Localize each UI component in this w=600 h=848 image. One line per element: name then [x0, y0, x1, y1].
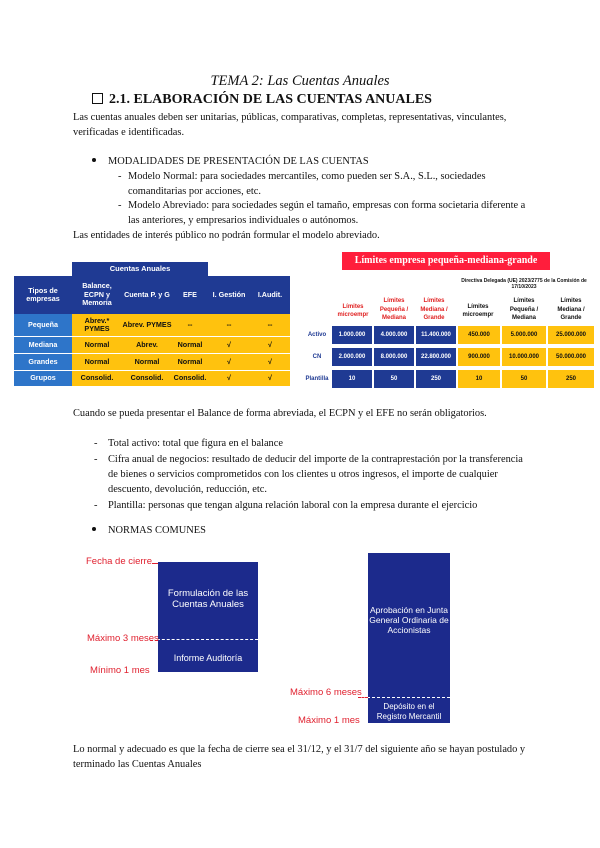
table-cell: 5.000.000 — [502, 326, 546, 344]
table-cell: Normal — [172, 337, 208, 353]
table-cell: √ — [250, 354, 290, 370]
formulacion-text: Formulación de las Cuentas Anuales — [167, 588, 249, 610]
sub-item-normal-text: Modelo Normal: para sociedades mercantiles, como pueden ser S.A., S.L., sociedades comanditarias por acciones, etc. — [128, 171, 486, 197]
table-cell: -- — [250, 314, 290, 336]
table-cell: 900.000 — [458, 348, 500, 366]
interes-publico-paragraph: Las entidades de interés público no podrán formular el modelo abreviado. — [73, 230, 380, 241]
deposito-box — [368, 700, 450, 723]
limites-title: Límites empresa pequeña-mediana-grande — [342, 252, 550, 270]
row-label-grupos: Grupos — [14, 371, 72, 386]
old-header-mg: Límites Mediana / Grande — [420, 298, 448, 322]
header-balance: Balance, ECPN y Memoria — [82, 281, 112, 308]
max6-label: Máximo 6 meses — [290, 687, 362, 698]
new-header-mg: Límites Mediana / Grande — [557, 298, 585, 322]
divider — [152, 639, 258, 640]
deposito-text: Depósito en el Registro Mercantil — [376, 702, 442, 721]
table-cell: 250 — [548, 370, 594, 388]
table-group-header: Cuentas Anuales — [72, 262, 208, 276]
fecha-cierre-label: Fecha de cierre — [86, 556, 153, 567]
new-header-micro: Límites microempr — [462, 303, 494, 318]
table-cell: Consolid. — [172, 371, 208, 386]
table-cell: Normal — [172, 354, 208, 370]
row-label-pequena: Pequeña — [14, 314, 72, 336]
table-cell: -- — [172, 314, 208, 336]
table-cell: 250 — [416, 370, 456, 388]
table-cell: Abrev. PYMES — [122, 314, 172, 336]
divider — [362, 697, 450, 698]
header-iaudit: I.Audit. — [257, 289, 283, 299]
conclusion-paragraph: Lo normal y adecuado es que la fecha de cierre sea el 31/12, y el 31/7 del siguiente año se hayan postulado y terminado las Cuentas Anuales — [73, 744, 526, 770]
directiva-caption: Directiva Delegada (UE) 2023/2775 de la Comisión de 17/10/2023 — [461, 278, 587, 290]
max3-label: Máximo 3 meses — [87, 633, 159, 644]
table-cell: Abrev. — [122, 337, 172, 353]
table-cell: 10 — [332, 370, 372, 388]
table-cell: √ — [250, 337, 290, 353]
row-label-plantilla: Plantilla — [305, 375, 329, 382]
table-cell: Normal — [122, 354, 172, 370]
table-cell: 8.000.000 — [374, 348, 414, 366]
row-label-activo: Activo — [307, 331, 327, 338]
list-item: - Plantilla: personas que tengan alguna relación laboral con la empresa durante el ejercicio — [108, 498, 528, 513]
new-header-pm: Límites Pequeña / Mediana — [509, 298, 539, 322]
table-cell: 450.000 — [458, 326, 500, 344]
header-pyg: Cuenta P. y G — [124, 289, 170, 299]
table-cell: √ — [250, 371, 290, 386]
abreviado-note: Cuando se pueda presentar el Balance de forma abreviada, el ECPN y el EFE no serán obligatorios. — [73, 408, 487, 419]
table-cell: √ — [208, 337, 250, 353]
table-cell: 10.000.000 — [502, 348, 546, 366]
table-cell: Consolid. — [72, 371, 122, 386]
sub-item-normal: - Modelo Normal: para sociedades mercantiles, como pueden ser S.A., S.L., sociedades comanditarias por acciones, etc. — [118, 171, 486, 197]
page-title: TEMA 2: Las Cuentas Anuales — [210, 73, 390, 89]
aprobacion-text: Aprobación en Junta General Ordinaria de Accionistas — [369, 605, 449, 635]
table-cell: 50.000.000 — [548, 348, 594, 366]
table-cell: √ — [208, 371, 250, 386]
table-cell: 22.800.000 — [416, 348, 456, 366]
table-cell: Normal — [72, 337, 122, 353]
informe-box — [158, 644, 258, 672]
table-cell: 4.000.000 — [374, 326, 414, 344]
table-cell: Consolid. — [122, 371, 172, 386]
header-efe: EFE — [183, 289, 197, 299]
list-item: - Total activo: total que figura en el balance — [108, 436, 528, 451]
bullet-modalidades-text: MODALIDADES DE PRESENTACIÓN DE LAS CUENTAS — [108, 156, 369, 167]
sub-item-abreviado: - Modelo Abreviado: para sociedades según el tamaño, empresas con forma societaria diferente a las anteriores, y empresarios individuales o autónomos. — [118, 200, 526, 226]
table-cell: √ — [208, 354, 250, 370]
table-cell: 1.000.000 — [332, 326, 372, 344]
table-cell: Normal — [72, 354, 122, 370]
bullet-normas-text: NORMAS COMUNES — [108, 525, 206, 536]
informe-text: Informe Auditoría — [173, 652, 243, 663]
divider — [150, 640, 158, 641]
header-igestion: I. Gestión — [212, 289, 246, 299]
table-cell: 25.000.000 — [548, 326, 594, 344]
table-cell: 10 — [458, 370, 500, 388]
header-tipos: Tipos de empresas — [26, 285, 60, 303]
table-cell: 2.000.000 — [332, 348, 372, 366]
intro-paragraph: Las cuentas anuales deben ser unitarias, públicas, comparativas, completas, representativas, vinculantes, verificadas e identificadas. — [73, 112, 507, 138]
min1-label: Mínimo 1 mes — [90, 665, 150, 676]
section-heading-text: 2.1. ELABORACIÓN DE LAS CUENTAS ANUALES — [109, 92, 432, 107]
table-cell: -- — [208, 314, 250, 336]
table-cell: 50 — [502, 370, 546, 388]
table-cell: 11.400.000 — [416, 326, 456, 344]
table-cell: 50 — [374, 370, 414, 388]
row-label-mediana: Mediana — [14, 337, 72, 353]
divider — [358, 697, 368, 698]
old-header-pm: Límites Pequeña / Mediana — [379, 298, 409, 322]
max1-label: Máximo 1 mes — [298, 715, 360, 726]
row-label-cn: CN — [312, 353, 322, 360]
table-cell: Abrev.* PYMES — [72, 314, 122, 336]
old-header-micro: Límites microempr — [337, 303, 369, 318]
sub-item-abreviado-text: Modelo Abreviado: para sociedades según el tamaño, empresas con forma societaria diferente a las anteriores, y empresarios individuales o autónomos. — [128, 200, 526, 226]
list-item: - Cifra anual de negocios: resultado de deducir del importe de la contraprestación por la transferencia de bienes o servicios comprometidos con los clientes u otros ingresos, el importe de cualquier descuento, devolución, reducción, etc. — [108, 452, 528, 497]
row-label-grandes: Grandes — [14, 354, 72, 370]
